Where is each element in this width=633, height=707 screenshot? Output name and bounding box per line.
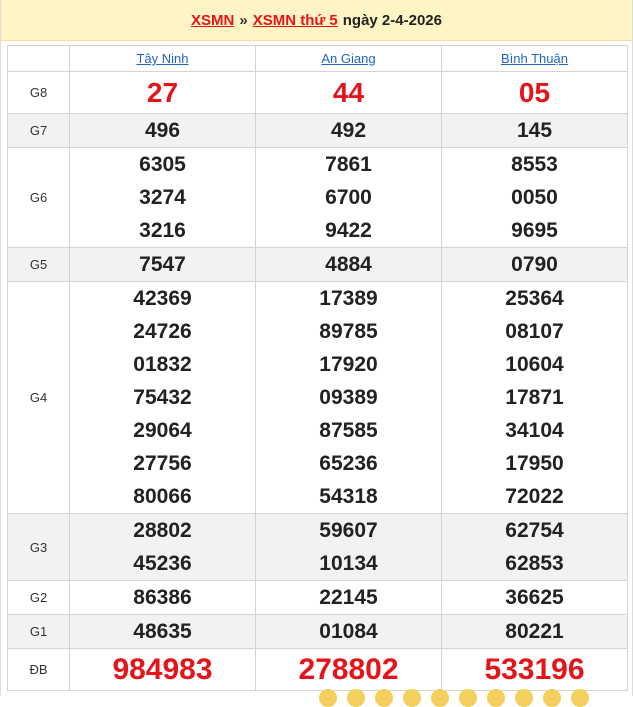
- prize-label: G1: [8, 615, 70, 649]
- winning-number: 86386: [133, 586, 192, 609]
- prize-row-g3: [8, 514, 628, 581]
- prize-cell: [70, 514, 256, 581]
- winning-number: 75432: [133, 386, 192, 409]
- winning-number: 8553: [511, 153, 558, 176]
- prize-cell: [256, 72, 442, 114]
- prize-cell: [70, 72, 256, 114]
- prize-cell: [256, 649, 442, 691]
- winning-number: 29064: [133, 419, 192, 442]
- winning-number: 80221: [505, 620, 564, 643]
- winning-number: 27: [146, 77, 179, 108]
- province-header-1: [256, 46, 442, 72]
- winning-number: 45236: [133, 552, 192, 575]
- prize-cell: [70, 148, 256, 248]
- results-header: [1, 0, 632, 41]
- winning-number: 89785: [319, 320, 378, 343]
- dot-icon: [375, 689, 393, 707]
- prize-row-g5: [8, 248, 628, 282]
- prize-label: G6: [8, 148, 70, 248]
- prize-cell: [70, 282, 256, 514]
- dot-icon: [571, 689, 589, 707]
- prize-label: G4: [8, 282, 70, 514]
- prize-label: ĐB: [8, 649, 70, 691]
- prize-cell: [70, 615, 256, 649]
- prize-row-g4: [8, 282, 628, 514]
- prize-cell: [442, 248, 628, 282]
- prize-label: G5: [8, 248, 70, 282]
- winning-number: 7547: [139, 253, 186, 276]
- winning-number: 72022: [505, 485, 564, 508]
- prize-row-g1: [8, 615, 628, 649]
- prize-cell: [256, 581, 442, 615]
- winning-number: 3216: [139, 219, 186, 242]
- prize-cell: [442, 514, 628, 581]
- winning-number: 3274: [139, 186, 186, 209]
- prize-row-g2: [8, 581, 628, 615]
- winning-number: 28802: [133, 519, 192, 542]
- winning-number: 01084: [319, 620, 378, 643]
- winning-number: 0050: [511, 186, 558, 209]
- dot-icon: [459, 689, 477, 707]
- winning-number: 62754: [505, 519, 564, 542]
- prize-label: G2: [8, 581, 70, 615]
- prize-cell: [442, 649, 628, 691]
- winning-number: 17950: [505, 452, 564, 475]
- prize-cell: [70, 649, 256, 691]
- winning-number: 08107: [505, 320, 564, 343]
- winning-number: 59607: [319, 519, 378, 542]
- prize-row-g8: [8, 72, 628, 114]
- prize-cell: [70, 114, 256, 148]
- winning-number: 22145: [319, 586, 378, 609]
- winning-number: 27756: [133, 452, 192, 475]
- winning-number: 7861: [325, 153, 372, 176]
- prize-cell: [256, 615, 442, 649]
- prize-row-đb: [8, 649, 628, 691]
- winning-number: 54318: [319, 485, 378, 508]
- province-link-binh-thuan[interactable]: Bình Thuận: [501, 51, 568, 66]
- prize-cell: [70, 581, 256, 615]
- winning-number: 278802: [298, 652, 399, 686]
- winning-number: 34104: [505, 419, 564, 442]
- winning-number: 17389: [319, 287, 378, 310]
- xsmn-link[interactable]: XSMN: [191, 11, 235, 29]
- prize-cell: [442, 581, 628, 615]
- prize-cell: [442, 615, 628, 649]
- breadcrumb-separator: »: [239, 11, 248, 29]
- prize-cell: [256, 114, 442, 148]
- winning-number: 145: [516, 119, 553, 142]
- winning-number: 05: [518, 77, 551, 108]
- prize-rows: [8, 72, 628, 691]
- province-header-0: [70, 46, 256, 72]
- prize-cell: [70, 248, 256, 282]
- dot-icon: [431, 689, 449, 707]
- winning-number: 42369: [133, 287, 192, 310]
- winning-number: 6700: [325, 186, 372, 209]
- prize-cell: [442, 114, 628, 148]
- winning-number: 36625: [505, 586, 564, 609]
- winning-number: 01832: [133, 353, 192, 376]
- winning-number: 62853: [505, 552, 564, 575]
- province-link-an-giang[interactable]: An Giang: [321, 51, 376, 66]
- winning-number: 9422: [325, 219, 372, 242]
- province-header-row: [8, 46, 628, 72]
- winning-number: 17871: [505, 386, 564, 409]
- prize-cell: [442, 282, 628, 514]
- winning-number: 10134: [319, 552, 378, 575]
- winning-number: 80066: [133, 485, 192, 508]
- winning-number: 87585: [319, 419, 378, 442]
- prize-cell: [442, 148, 628, 248]
- prize-label: G3: [8, 514, 70, 581]
- winning-number: 4884: [325, 253, 372, 276]
- province-link-tay-ninh[interactable]: Tây Ninh: [136, 51, 189, 66]
- prize-cell: [256, 248, 442, 282]
- province-header-2: [442, 46, 628, 72]
- loading-dots: [319, 689, 589, 707]
- winning-number: 09389: [319, 386, 378, 409]
- results-table: [7, 45, 628, 691]
- winning-number: 492: [330, 119, 367, 142]
- prize-cell: [256, 148, 442, 248]
- winning-number: 48635: [133, 620, 192, 643]
- draw-date: ngày 2-4-2026: [342, 11, 442, 29]
- winning-number: 17920: [319, 353, 378, 376]
- winning-number: 6305: [139, 153, 186, 176]
- prize-row-g6: [8, 148, 628, 248]
- winning-number: 533196: [484, 652, 585, 686]
- prize-cell: [256, 282, 442, 514]
- prize-column-header: [8, 46, 70, 72]
- dot-icon: [515, 689, 533, 707]
- winning-number: 65236: [319, 452, 378, 475]
- winning-number: 496: [144, 119, 181, 142]
- dot-icon: [543, 689, 561, 707]
- prize-label: G8: [8, 72, 70, 114]
- winning-number: 24726: [133, 320, 192, 343]
- xsmn-thursday-link[interactable]: XSMN thứ 5: [252, 11, 338, 29]
- prize-label: G7: [8, 114, 70, 148]
- winning-number: 44: [332, 77, 365, 108]
- winning-number: 25364: [505, 287, 564, 310]
- prize-cell: [256, 514, 442, 581]
- prize-cell: [442, 72, 628, 114]
- dot-icon: [347, 689, 365, 707]
- winning-number: 984983: [112, 652, 213, 686]
- dot-icon: [487, 689, 505, 707]
- winning-number: 9695: [511, 219, 558, 242]
- prize-row-g7: [8, 114, 628, 148]
- dot-icon: [403, 689, 421, 707]
- winning-number: 10604: [505, 353, 564, 376]
- winning-number: 0790: [511, 253, 558, 276]
- dot-icon: [319, 689, 337, 707]
